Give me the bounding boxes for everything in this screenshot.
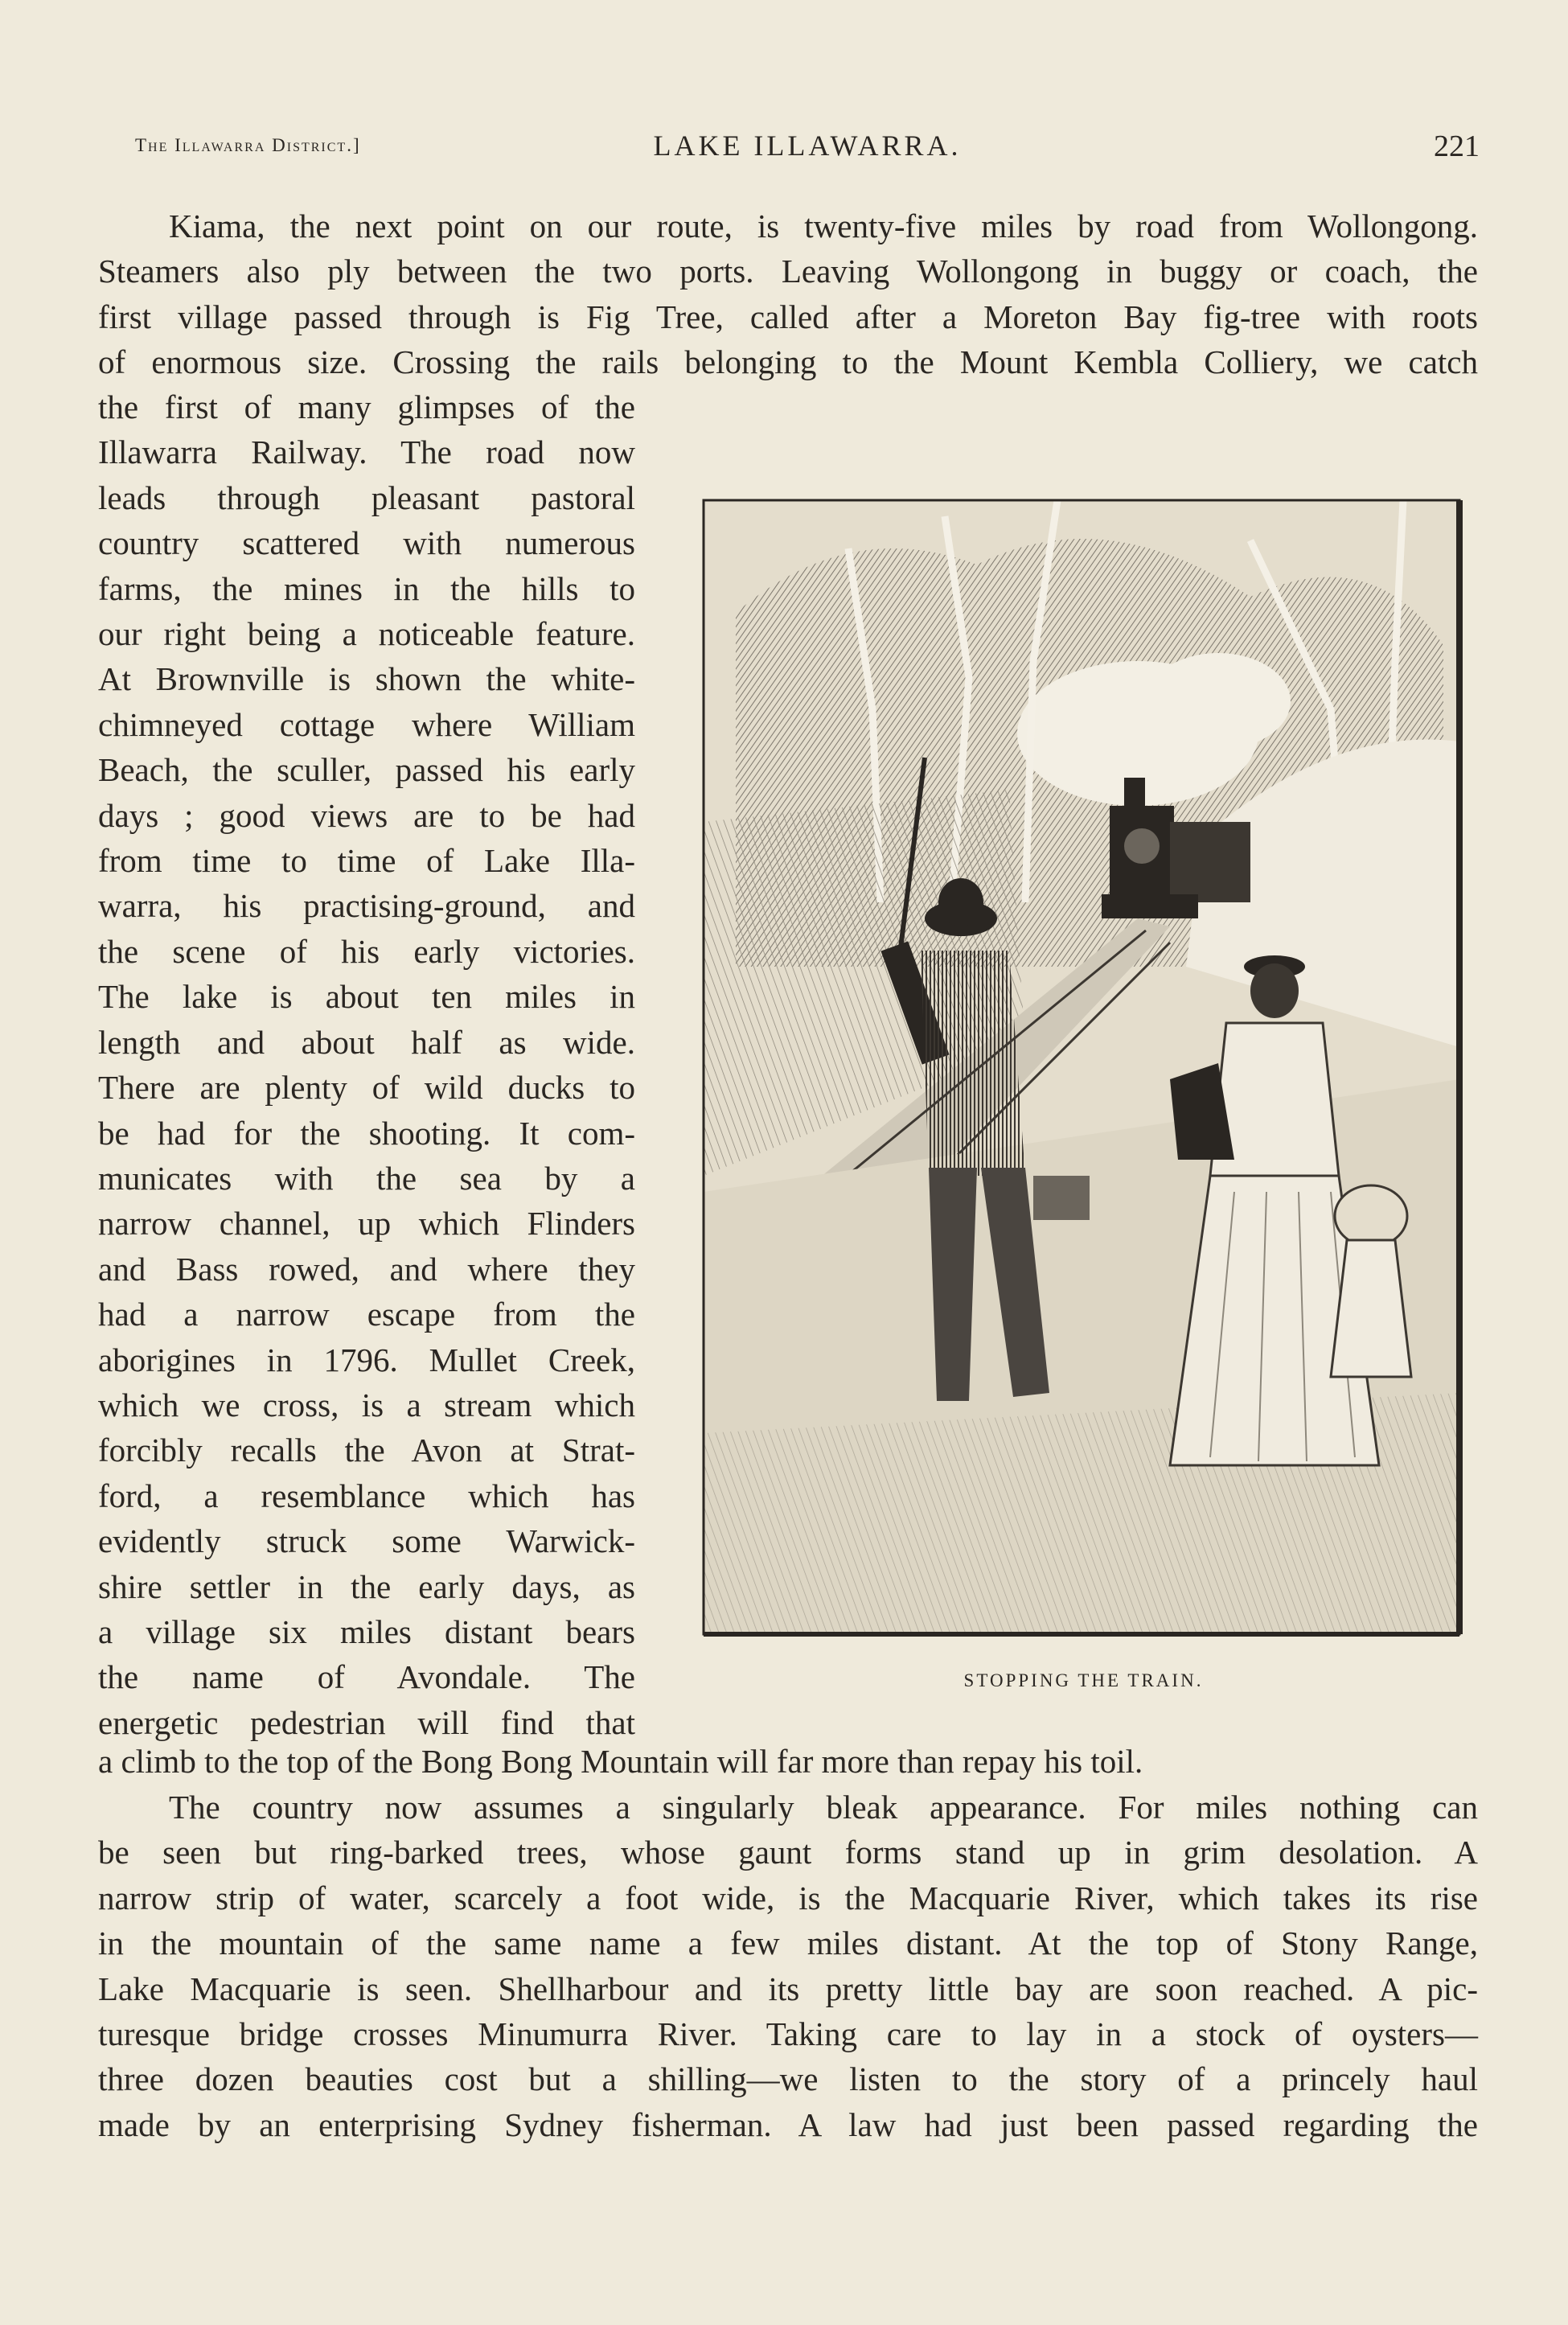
engraving-stopping-the-train <box>688 468 1480 1650</box>
paragraph-1 <box>98 203 1478 385</box>
text-line: in the mountain of the same name a few miles distant. At the top of Stony Range, <box>98 1924 1478 1962</box>
text-line: three dozen beauties cost but a shilling—we listen to the story of a princely haul <box>98 2060 1478 2098</box>
text-line: forcibly recalls the Avon at Strat- <box>98 1432 635 1469</box>
text-line: Lake Macquarie is seen. Shellharbour and its pretty little bay are soon reached. A pic- <box>98 1970 1478 2007</box>
illustration <box>688 468 1480 1650</box>
text-line: from time to time of Lake Illa- <box>98 842 635 880</box>
figure-caption: STOPPING THE TRAIN. <box>963 1670 1204 1690</box>
text-line: Illawarra Railway. The road now <box>98 433 635 471</box>
text-line: length and about half as wide. <box>98 1023 635 1061</box>
text-line: the first of many glimpses of the <box>98 388 635 425</box>
text-line: a village six miles distant bears <box>98 1612 635 1650</box>
text-line: the scene of his early victories. <box>98 932 635 970</box>
text-line: chimneyed cottage where William <box>98 705 635 743</box>
text-line: municates with the sea by a <box>98 1159 635 1197</box>
text-line: and Bass rowed, and where they <box>98 1250 635 1288</box>
text-line: energetic pedestrian will find that <box>98 1703 635 1741</box>
text-line: had a narrow escape from the <box>98 1296 635 1333</box>
text-line: be seen but ring-barked trees, whose gaunt forms stand up in grim desolation. A <box>98 1834 1478 1871</box>
text-line: shire settler in the early days, as <box>98 1567 635 1605</box>
text-line: of enormous size. Crossing the rails belonging to the Mount Kembla Colliery, we catch <box>98 343 1478 381</box>
running-header <box>135 129 1480 169</box>
text-line: our right being a noticeable feature. <box>98 615 635 653</box>
text-line: first village passed through is Fig Tree, called after a Moreton Bay fig-tree with roots <box>98 298 1478 335</box>
text-line: narrow channel, up which Flinders <box>98 1205 635 1243</box>
text-line: farms, the mines in the hills to <box>98 569 635 607</box>
text-line: aborigines in 1796. Mullet Creek, <box>98 1341 635 1378</box>
section-title: The Illawarra District.] <box>135 135 361 155</box>
text-column <box>98 384 635 1745</box>
text-line: Kiama, the next point on our route, is twenty-five miles by road from Wollongong. <box>169 207 1478 244</box>
text-line: made by an enterprising Sydney fisherman. A law had just been passed regarding the <box>98 2105 1478 2143</box>
text-line: which we cross, is a stream which <box>98 1386 635 1423</box>
text-line: warra, his practising-ground, and <box>98 887 635 925</box>
paragraph-3 <box>98 1785 1478 2147</box>
text-line: At Brownville is shown the white- <box>98 660 635 698</box>
text-line: ford, a resemblance which has <box>98 1477 635 1514</box>
text-line: Beach, the sculler, passed his early <box>98 751 635 789</box>
text-line: days ; good views are to be had <box>98 796 635 834</box>
text-line: a climb to the top of the Bong Bong Mountain will far more than repay his toil. <box>98 1743 1143 1780</box>
text-line: narrow strip of water, scarcely a foot wide, is the Macquarie River, which takes its rise <box>98 1879 1478 1916</box>
text-line: leads through pleasant pastoral <box>98 479 635 516</box>
text-line: The lake is about ten miles in <box>98 978 635 1016</box>
chapter-title: LAKE ILLAWARRA. <box>653 129 962 162</box>
text-line: country scattered with numerous <box>98 524 635 562</box>
text-line: The country now assumes a singularly bleak appearance. For miles nothing can <box>169 1789 1478 1826</box>
text-line: be had for the shooting. It com- <box>98 1114 635 1152</box>
child-figure <box>1331 1185 1411 1377</box>
text-line: There are plenty of wild ducks to <box>98 1069 635 1107</box>
text-line: evidently struck some Warwick- <box>98 1522 635 1560</box>
text-line: the name of Avondale. The <box>98 1658 635 1696</box>
page-number: 221 <box>1434 129 1480 163</box>
text-line: Steamers also ply between the two ports. Leaving Wollongong in buggy or coach, the <box>98 253 1478 290</box>
text-line: turesque bridge crosses Minumurra River. Taking care to lay in a stock of oysters— <box>98 2015 1478 2053</box>
paragraph-2 <box>98 1739 1478 1784</box>
